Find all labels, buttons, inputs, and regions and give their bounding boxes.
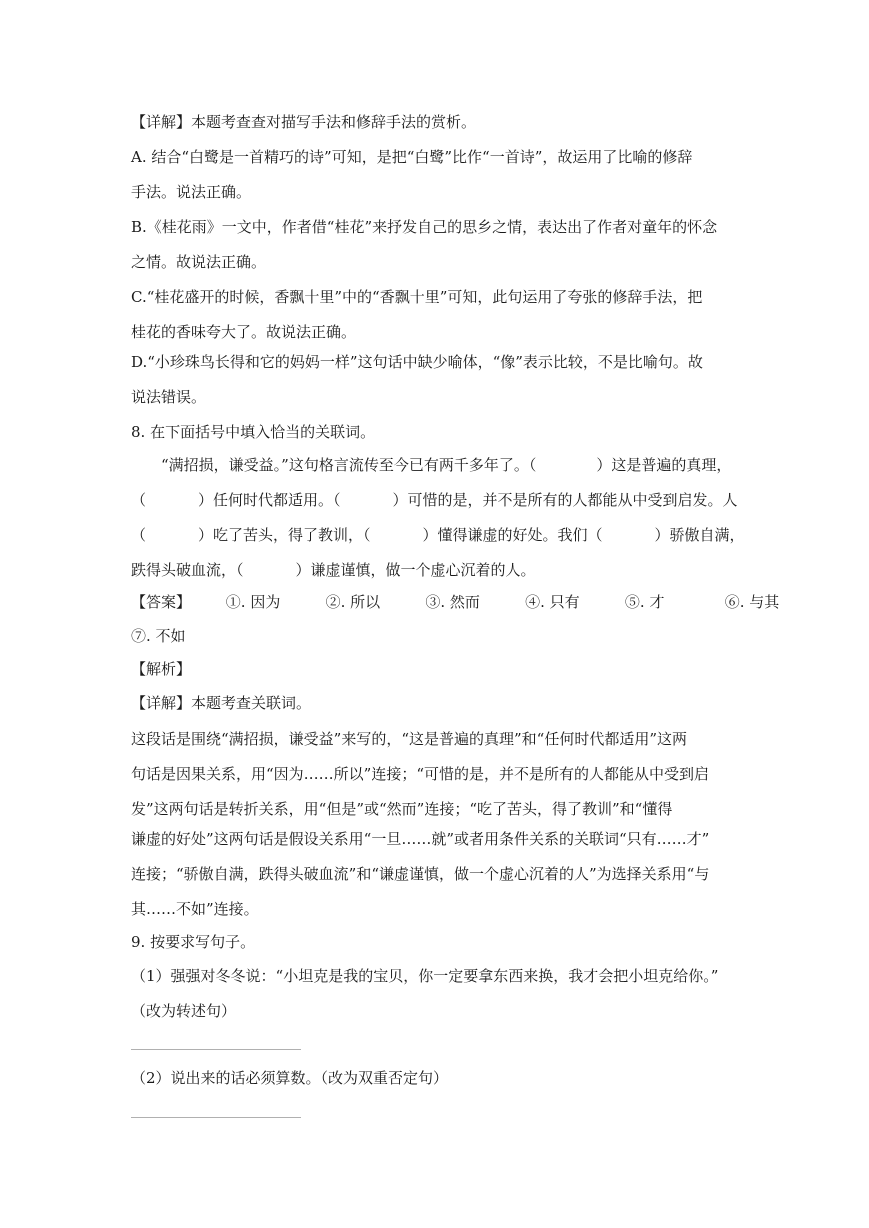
option-a-line-2: 手法。说法正确。 — [131, 183, 252, 201]
q8-explanation-line-6: 其……不如”连接。 — [131, 900, 259, 918]
q8-passage-line-4: 跌得头破血流，（ ）谦虚谨慎，做一个虚心沉着的人。 — [131, 561, 536, 579]
q8-title: 8. 在下面括号中填入恰当的关联词。 — [131, 423, 376, 441]
option-b-line-1: B.《桂花雨》一文中，作者借“桂花”来抒发自己的思乡之情，表达出了作者对童年的怀念 — [131, 218, 718, 236]
option-c-line-2: 桂花的香味夸大了。故说法正确。 — [131, 323, 357, 341]
q9-sentence-1-instruction: （改为转述句） — [131, 1002, 237, 1020]
answer-label: 【答案】 — [131, 593, 192, 611]
answer-2: ②. 所以 — [325, 593, 381, 611]
q8-explanation-line-5: 连接；“骄傲自满，跌得头破血流”和“谦虚谨慎，做一个虚心沉着的人”为选择关系用“与 — [131, 865, 710, 883]
q8-passage-line-3: （ ）吃了苦头，得了教训，（ ）懂得谦虚的好处。我们（ ）骄傲自满， — [131, 526, 745, 544]
q8-passage-line-2: （ ）任何时代都适用。（ ）可惜的是，并不是所有的人都能从中受到启发。人 — [131, 491, 738, 509]
q8-explanation-line-3: 发”这两句话是转折关系，用“但是”或“然而”连接；“吃了苦头，得了教训”和“懂得 — [131, 800, 673, 818]
answer-3: ③. 然而 — [425, 593, 480, 611]
answer-1: ①. 因为 — [225, 593, 281, 611]
q8-detail: 【详解】本题考查关联词。 — [131, 694, 312, 712]
answer-4: ④. 只有 — [525, 593, 580, 611]
answer-5: ⑤. 才 — [624, 593, 665, 611]
q9-sentence-2: （2）说出来的话必须算数。（改为双重否定句） — [131, 1069, 449, 1087]
option-c-line-1: C.“桂花盛开的时候，香飘十里”中的“香飘十里”可知，此句运用了夸张的修辞手法，把 — [131, 288, 703, 306]
option-b-line-2: 之情。故说法正确。 — [131, 253, 267, 271]
q8-explanation-line-4: 谦虚的好处”这两句话是假设关系用“一旦……就”或者用条件关系的关联词“只有……才” — [131, 830, 710, 848]
q8-explanation-line-2: 句话是因果关系，用“因为……所以”连接；“可惜的是，并不是所有的人都能从中受到启 — [131, 765, 710, 783]
answer-line-2[interactable] — [131, 1117, 301, 1118]
option-d-line-2: 说法错误。 — [131, 388, 207, 406]
q9-title: 9. 按要求写句子。 — [131, 933, 256, 951]
q8-answer-line — [131, 592, 779, 612]
analysis-label: 【解析】 — [131, 660, 192, 678]
detail-line: 【详解】本题考查查对描写手法和修辞手法的赏析。 — [131, 113, 477, 131]
option-a-line-1: A. 结合“白鹭是一首精巧的诗”可知，是把“白鹭”比作“一首诗”，故运用了比喻的修辞 — [131, 148, 693, 166]
q8-passage-line-1: “满招损，谦受益。”这句格言流传至今已有两千多年了。（ ）这是普遍的真理， — [161, 456, 732, 474]
answer-7: ⑦. 不如 — [131, 627, 186, 645]
answer-line-1[interactable] — [131, 1049, 301, 1050]
q9-sentence-1: （1）强强对冬冬说：“小坦克是我的宝贝，你一定要拿东西来换，我才会把小坦克给你。” — [131, 967, 719, 985]
option-d-line-1: D.“小珍珠鸟长得和它的妈妈一样”这句话中缺少喻体，“像”表示比较，不是比喻句。故 — [131, 353, 703, 371]
q8-explanation-line-1: 这段话是围绕“满招损，谦受益”来写的，“这是普遍的真理”和“任何时代都适用”这两 — [131, 730, 688, 748]
answer-6: ⑥. 与其 — [724, 593, 780, 611]
